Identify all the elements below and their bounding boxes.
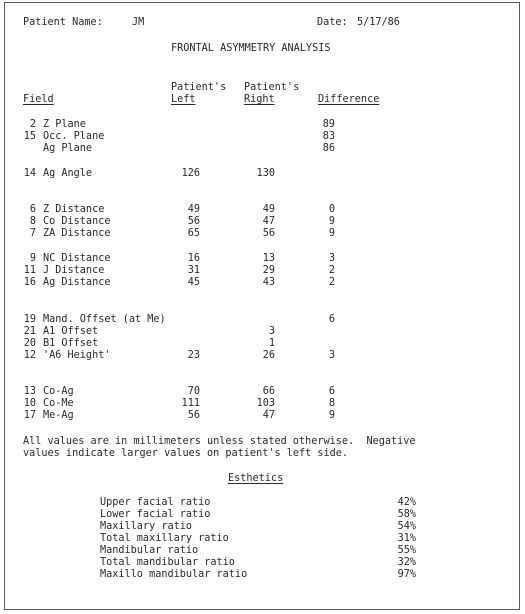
esthetics-label: Total mandibular ratio <box>100 557 235 568</box>
difference-value: 89 <box>322 119 335 130</box>
difference-value: 2 <box>328 277 335 288</box>
field-number: 2 <box>29 119 36 130</box>
esthetics-value: 31% <box>397 533 416 544</box>
difference-value: 8 <box>328 398 335 409</box>
difference-value: 83 <box>322 131 335 142</box>
right-value: 47 <box>262 216 275 227</box>
left-value: 111 <box>181 398 200 409</box>
field-label: Co Distance <box>43 216 111 227</box>
column-right-top: Patient's <box>244 82 300 93</box>
column-right: Right <box>244 94 275 105</box>
difference-value: 0 <box>328 204 335 215</box>
field-label: Ag Angle <box>43 168 93 179</box>
right-value: 29 <box>262 265 275 276</box>
difference-value: 3 <box>328 350 335 361</box>
left-value: 31 <box>187 265 200 276</box>
right-value: 13 <box>262 253 275 264</box>
difference-value: 6 <box>328 314 335 325</box>
field-label: Co-Ag <box>43 386 74 397</box>
right-value: 3 <box>268 326 275 337</box>
field-label: Occ. Plane <box>43 131 105 142</box>
field-label: ZA Distance <box>43 228 111 239</box>
field-number: 9 <box>29 253 36 264</box>
right-value: 56 <box>262 228 275 239</box>
difference-value: 9 <box>328 410 335 421</box>
column-left: Left <box>171 94 196 105</box>
left-value: 56 <box>187 216 200 227</box>
right-value: 49 <box>262 204 275 215</box>
field-number: 16 <box>23 277 36 288</box>
left-value: 126 <box>181 168 200 179</box>
right-value: 43 <box>262 277 275 288</box>
field-number: 13 <box>23 386 36 397</box>
date-label: Date: <box>317 17 348 28</box>
esthetics-label: Lower facial ratio <box>100 509 211 520</box>
field-number: 11 <box>23 265 36 276</box>
field-number: 12 <box>23 350 36 361</box>
date-value: 5/17/86 <box>357 17 400 28</box>
esthetics-label: Maxillo mandibular ratio <box>100 569 248 580</box>
field-label: Mand. Offset (at Me) <box>43 314 166 325</box>
difference-value: 9 <box>328 228 335 239</box>
field-label: Me-Ag <box>43 410 74 421</box>
esthetics-value: 97% <box>397 569 416 580</box>
field-label: Ag Distance <box>43 277 111 288</box>
esthetics-value: 54% <box>397 521 416 532</box>
esthetics-title: Esthetics <box>228 473 284 484</box>
column-difference: Difference <box>318 94 380 105</box>
field-number: 14 <box>23 168 36 179</box>
field-number: 19 <box>23 314 36 325</box>
esthetics-label: Maxillary ratio <box>100 521 193 532</box>
patient-name-value: JM <box>132 17 145 28</box>
right-value: 47 <box>262 410 275 421</box>
esthetics-value: 58% <box>397 509 416 520</box>
left-value: 70 <box>187 386 200 397</box>
esthetics-value: 32% <box>397 557 416 568</box>
note-line-1: All values are in millimeters unless stated otherwise. Negative <box>23 436 416 447</box>
left-value: 49 <box>187 204 200 215</box>
field-number: 21 <box>23 326 36 337</box>
esthetics-label: Upper facial ratio <box>100 497 211 508</box>
difference-value: 9 <box>328 216 335 227</box>
right-value: 103 <box>256 398 275 409</box>
esthetics-label: Mandibular ratio <box>100 545 199 556</box>
difference-value: 6 <box>328 386 335 397</box>
left-value: 23 <box>187 350 200 361</box>
right-value: 130 <box>256 168 275 179</box>
right-value: 1 <box>268 338 275 349</box>
field-number: 10 <box>23 398 36 409</box>
note-line-2: values indicate larger values on patient's left side. <box>23 448 349 459</box>
field-label: B1 Offset <box>43 338 99 349</box>
right-value: 66 <box>262 386 275 397</box>
patient-name-label: Patient Name: <box>23 17 103 28</box>
field-label: Z Plane <box>43 119 86 130</box>
left-value: 16 <box>187 253 200 264</box>
difference-value: 2 <box>328 265 335 276</box>
left-value: 45 <box>187 277 200 288</box>
column-left-top: Patient's <box>171 82 227 93</box>
field-label: 'A6 Height' <box>43 350 111 361</box>
field-number: 20 <box>23 338 36 349</box>
esthetics-value: 42% <box>397 497 416 508</box>
field-number: 15 <box>23 131 36 142</box>
difference-value: 3 <box>328 253 335 264</box>
field-label: A1 Offset <box>43 326 99 337</box>
field-number: 7 <box>29 228 36 239</box>
field-label: Z Distance <box>43 204 105 215</box>
field-label: Co-Me <box>43 398 74 409</box>
field-number: 8 <box>29 216 36 227</box>
field-label: Ag Plane <box>43 143 93 154</box>
difference-value: 86 <box>322 143 335 154</box>
report-page <box>4 2 520 610</box>
column-field: Field <box>23 94 54 105</box>
field-label: NC Distance <box>43 253 111 264</box>
left-value: 56 <box>187 410 200 421</box>
esthetics-label: Total maxillary ratio <box>100 533 229 544</box>
field-number: 6 <box>29 204 36 215</box>
esthetics-value: 55% <box>397 545 416 556</box>
field-number: 17 <box>23 410 36 421</box>
right-value: 26 <box>262 350 275 361</box>
field-label: J Distance <box>43 265 105 276</box>
page-title: FRONTAL ASYMMETRY ANALYSIS <box>171 43 331 54</box>
left-value: 65 <box>187 228 200 239</box>
